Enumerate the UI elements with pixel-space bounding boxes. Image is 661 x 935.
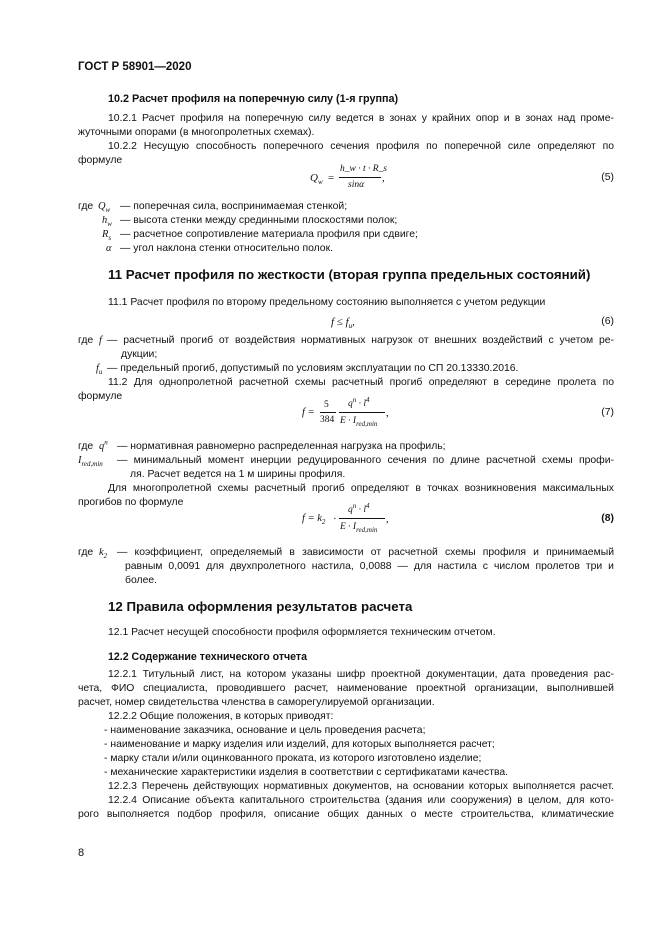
formula-number-7: (7) bbox=[601, 407, 614, 418]
paragraph-12-2-1-line1: 12.2.1 Титульный лист, на котором указаны шифр проектной документации, дата проведения рас- bbox=[108, 669, 614, 680]
paragraph-12-2-1-line2: чета, ФИО специалиста, проводившего расчет, наименование проектной организации, выполнившей bbox=[78, 683, 614, 694]
paragraph-10-2-1-line1: 10.2.1 Расчет профиля на поперечную силу ведется в зонах у крайних опор и в зонах над проме- bbox=[108, 113, 614, 124]
list-item: - марку стали и/или оцинкованного проката, из которого изготовлено изделие; bbox=[104, 753, 482, 764]
paragraph-multispan-line2: прогибов по формуле bbox=[78, 497, 184, 508]
section-11-title: 11 Расчет профиля по жесткости (вторая группа предельных состояний) bbox=[108, 267, 591, 282]
formula-number-5: (5) bbox=[601, 172, 614, 183]
list-item: - механические характеристики изделия в соответствии с сертификатами качества. bbox=[104, 767, 509, 778]
formula-number-6: (6) bbox=[601, 316, 614, 327]
paragraph-11-2-line2: формуле bbox=[78, 391, 123, 402]
section-12-title: 12 Правила оформления результатов расчета bbox=[108, 599, 413, 614]
document-header: ГОСТ Р 58901—2020 bbox=[78, 61, 192, 73]
document-page: ГОСТ Р 58901—2020 10.2 Расчет профиля на поперечную силу (1-я группа) 10.2.1 Расчет профиля на поперечную силу ведется в зонах у крайних опор и в зонах над проме- жуточными опорами (в многопролетных схемах). 10.2.2 Несущую способность поперечного сечения профиля по поперечной силе определяют по формуле $Q_w$ = h_w · t · R_s sinα , (5) где $Q_w$ — поперечная сила, воспринимаемая стенкой; $h_w$ — высота стенки между срединными плоскостями полок; $R_s$ — расчетное сопротивление материала профиля при сдвиге; α — угол наклона стенки относительно полок. 11 Расчет профиля по жесткости (вторая группа предельных состояний) 11.1 Расчет профиля по второму предельному состоянию выполняется с учетом редукции $f \le f_u$, (6) где f — расчетный прогиб от воздействия нормативных нагрузок от внешних воздействий с учетом ре- дукции; $f_u$ — предельный прогиб, допустимый по условиям эксплуатации по СП 20.13330.2016. 11.2 Для однопролетной расчетной схемы расчетный прогиб определяют в середине пролета по формуле f = 5 384 $q^n \cdot l^4$ $E \cdot I_{red,min}$ , (7) где $q^n$ — нормативная равномерно распределенная нагрузка на профиль; $I_{red,min}$ — минимальный момент инерции редуцированного сечения по длине расчетной схемы профи- ля. Расчет ведется на 1 м ширины профиля. Для многопролетной схемы расчетный прогиб определяют в точках возникновения максимальных прогибов по формуле $f = k_2$ · $q^n \cdot l^4$ $E \cdot I_{red,min}$ , (8) где $k_2$ — коэффициент, определяемый в зависимости от расчетной схемы профиля и принимаемый равным 0,0091 для двухпролетного настила, 0,0088 — для настила с числом пролетов три и более. 12 Правила оформления результатов расчета 12.1 Расчет несущей способности профиля оформляется техническим отчетом. 12.2 Содержание технического отчета 12.2.1 Титульный лист, на котором указаны шифр проектной документации, дата проведения рас- чета, ФИО специалиста, проводившего расчет, наименование проектной организации, выполнившей расчет, номер свидетельства членства в саморегулируемой организации. 12.2.2 Общие положения, в которых приводят: - наименование заказчика, основание и цель проведения расчета; - наименование и марку изделия или изделий, для которых выполняется расчет; - марку стали и/или оцинкованного проката, из которого изготовлено изделие; - механические характеристики изделия в соответствии с сертификатами качества. 12.2.3 Перечень действующих нормативных документов, на основании которых выполняется расчет. 12.2.4 Описание объекта капитального строительства (здания или сооружения) в целом, для кото- рого выполняется подбор профиля, описание общих данных о месте строительства, климатические 8 bbox=[0, 0, 661, 935]
paragraph-12-2-2: 12.2.2 Общие положения, в которых приводят: bbox=[108, 711, 334, 722]
paragraph-10-2-1-line2: жуточными опорами (в многопролетных схемах). bbox=[78, 127, 315, 138]
formula-number-8: (8) bbox=[601, 513, 614, 524]
section-10-2-title: 10.2 Расчет профиля на поперечную силу (1-я группа) bbox=[108, 93, 399, 105]
list-item: - наименование заказчика, основание и цель проведения расчета; bbox=[104, 725, 426, 736]
paragraph-12-2-3: 12.2.3 Перечень действующих нормативных документов, на основании которых выполняется расчет. bbox=[108, 781, 614, 792]
paragraph-11-1: 11.1 Расчет профиля по второму предельному состоянию выполняется с учетом редукции bbox=[108, 297, 546, 308]
paragraph-12-2-4-line2: рого выполняется подбор профиля, описание общих данных о месте строительства, климатические bbox=[78, 809, 614, 820]
paragraph-multispan-line1: Для многопролетной схемы расчетный прогиб определяют в точках возникновения максимальных bbox=[108, 483, 614, 494]
paragraph-10-2-2-line2: формуле bbox=[78, 155, 123, 166]
paragraph-12-2-4-line1: 12.2.4 Описание объекта капитального строительства (здания или сооружения) в целом, для кото- bbox=[108, 795, 614, 806]
page-number: 8 bbox=[78, 847, 85, 859]
paragraph-12-2-1-line3: расчет, номер свидетельства членства в саморегулируемой организации. bbox=[78, 697, 435, 708]
paragraph-11-2-line1: 11.2 Для однопролетной расчетной схемы расчетный прогиб определяют в середине пролета по bbox=[108, 377, 614, 388]
paragraph-10-2-2-line1: 10.2.2 Несущую способность поперечного сечения профиля по поперечной силе определяют по bbox=[108, 141, 614, 152]
section-12-2-title: 12.2 Содержание технического отчета bbox=[108, 651, 308, 663]
list-item: - наименование и марку изделия или изделий, для которых выполняется расчет; bbox=[104, 739, 495, 750]
paragraph-12-1: 12.1 Расчет несущей способности профиля оформляется техническим отчетом. bbox=[108, 627, 496, 638]
